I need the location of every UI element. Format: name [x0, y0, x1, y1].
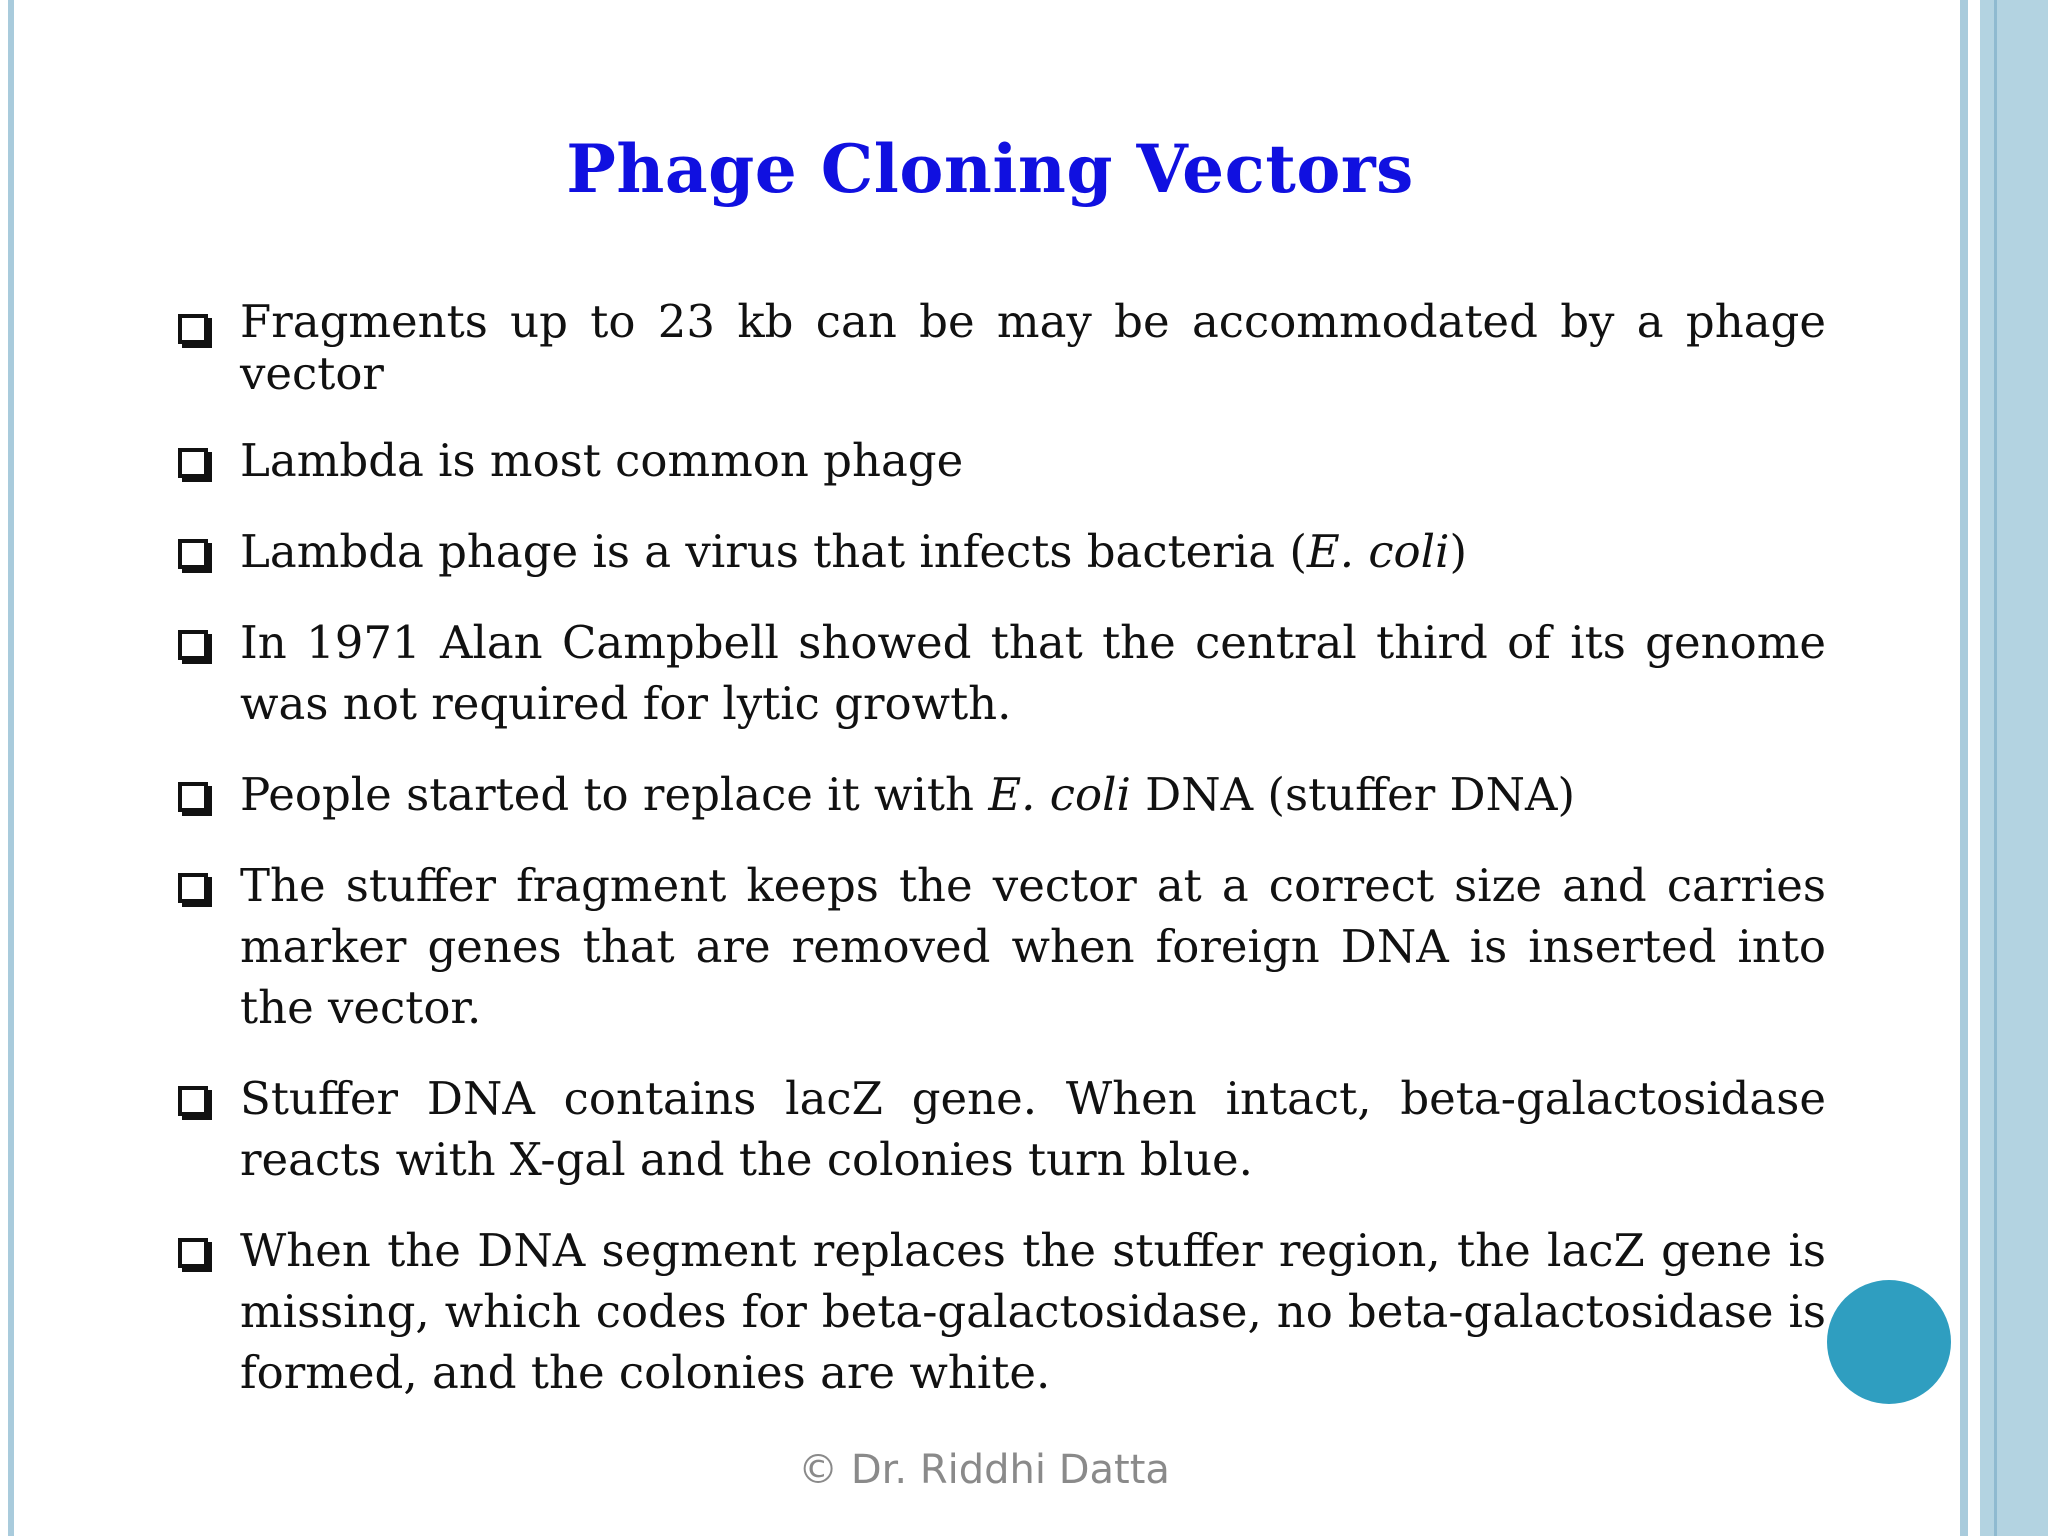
bullet-text	[240, 616, 1826, 730]
bullet-item	[178, 1220, 1826, 1403]
left-frame-stripe	[8, 0, 14, 1536]
text-run: When the DNA segment replaces the stuffer region, the lacZ gene is missing, which codes for beta-galactosidase, no beta-galactosidase is formed, and the colonies are white.	[240, 1224, 1826, 1399]
right-frame-stripe	[1960, 0, 1968, 1536]
text-run: )	[1449, 525, 1467, 578]
bullet-item	[178, 521, 1826, 582]
text-run: Lambda is most common phage	[240, 434, 964, 487]
bullet-text	[240, 434, 963, 487]
bullet-text	[240, 859, 1826, 1034]
bullet-text	[240, 1224, 1826, 1399]
checkbox-bullet-icon	[178, 873, 208, 903]
text-run: The stuffer fragment keeps the vector at a correct size and carries marker genes that are removed when foreign DNA is inserted into the vector.	[240, 859, 1826, 1034]
checkbox-bullet-icon	[178, 1086, 208, 1116]
bullet-item	[178, 612, 1826, 734]
bullet-item	[178, 855, 1826, 1038]
footer-text: © Dr. Riddhi Datta	[798, 1447, 1170, 1493]
checkbox-bullet-icon	[178, 314, 208, 344]
text-run: DNA (stuffer DNA)	[1130, 768, 1576, 821]
checkbox-bullet-icon	[178, 448, 208, 478]
text-run: Fragments up to 23 kb can be may be accommodated by a phage vector	[240, 295, 1826, 400]
slide-title: Phage Cloning Vectors	[566, 130, 1414, 208]
copyright-footer	[0, 1447, 2048, 1493]
text-run: People started to replace it with	[240, 768, 989, 821]
bullet-text	[240, 768, 1575, 821]
right-frame-band	[1980, 0, 2048, 1536]
checkbox-bullet-icon	[178, 630, 208, 660]
bullet-item	[178, 296, 1826, 400]
bullet-text	[240, 1072, 1826, 1186]
bullet-list	[178, 296, 1826, 1433]
bullet-item	[178, 430, 1826, 491]
bullet-text	[240, 525, 1467, 578]
italic-text: E. coli	[1306, 525, 1450, 578]
decorative-circle-icon	[1827, 1280, 1951, 1404]
italic-text: E. coli	[988, 768, 1131, 821]
bullet-item	[178, 1068, 1826, 1190]
checkbox-bullet-icon	[178, 539, 208, 569]
text-run: Stuffer DNA contains lacZ gene. When intact, beta-galactosidase reacts with X-gal and the colonies turn blue.	[240, 1072, 1826, 1186]
text-run: Lambda phage is a virus that infects bacteria (	[240, 525, 1307, 578]
text-run: In 1971 Alan Campbell showed that the central third of its genome was not required for lytic growth.	[240, 616, 1826, 730]
checkbox-bullet-icon	[178, 1238, 208, 1268]
bullet-text	[240, 295, 1826, 400]
bullet-item	[178, 764, 1826, 825]
checkbox-bullet-icon	[178, 782, 208, 812]
